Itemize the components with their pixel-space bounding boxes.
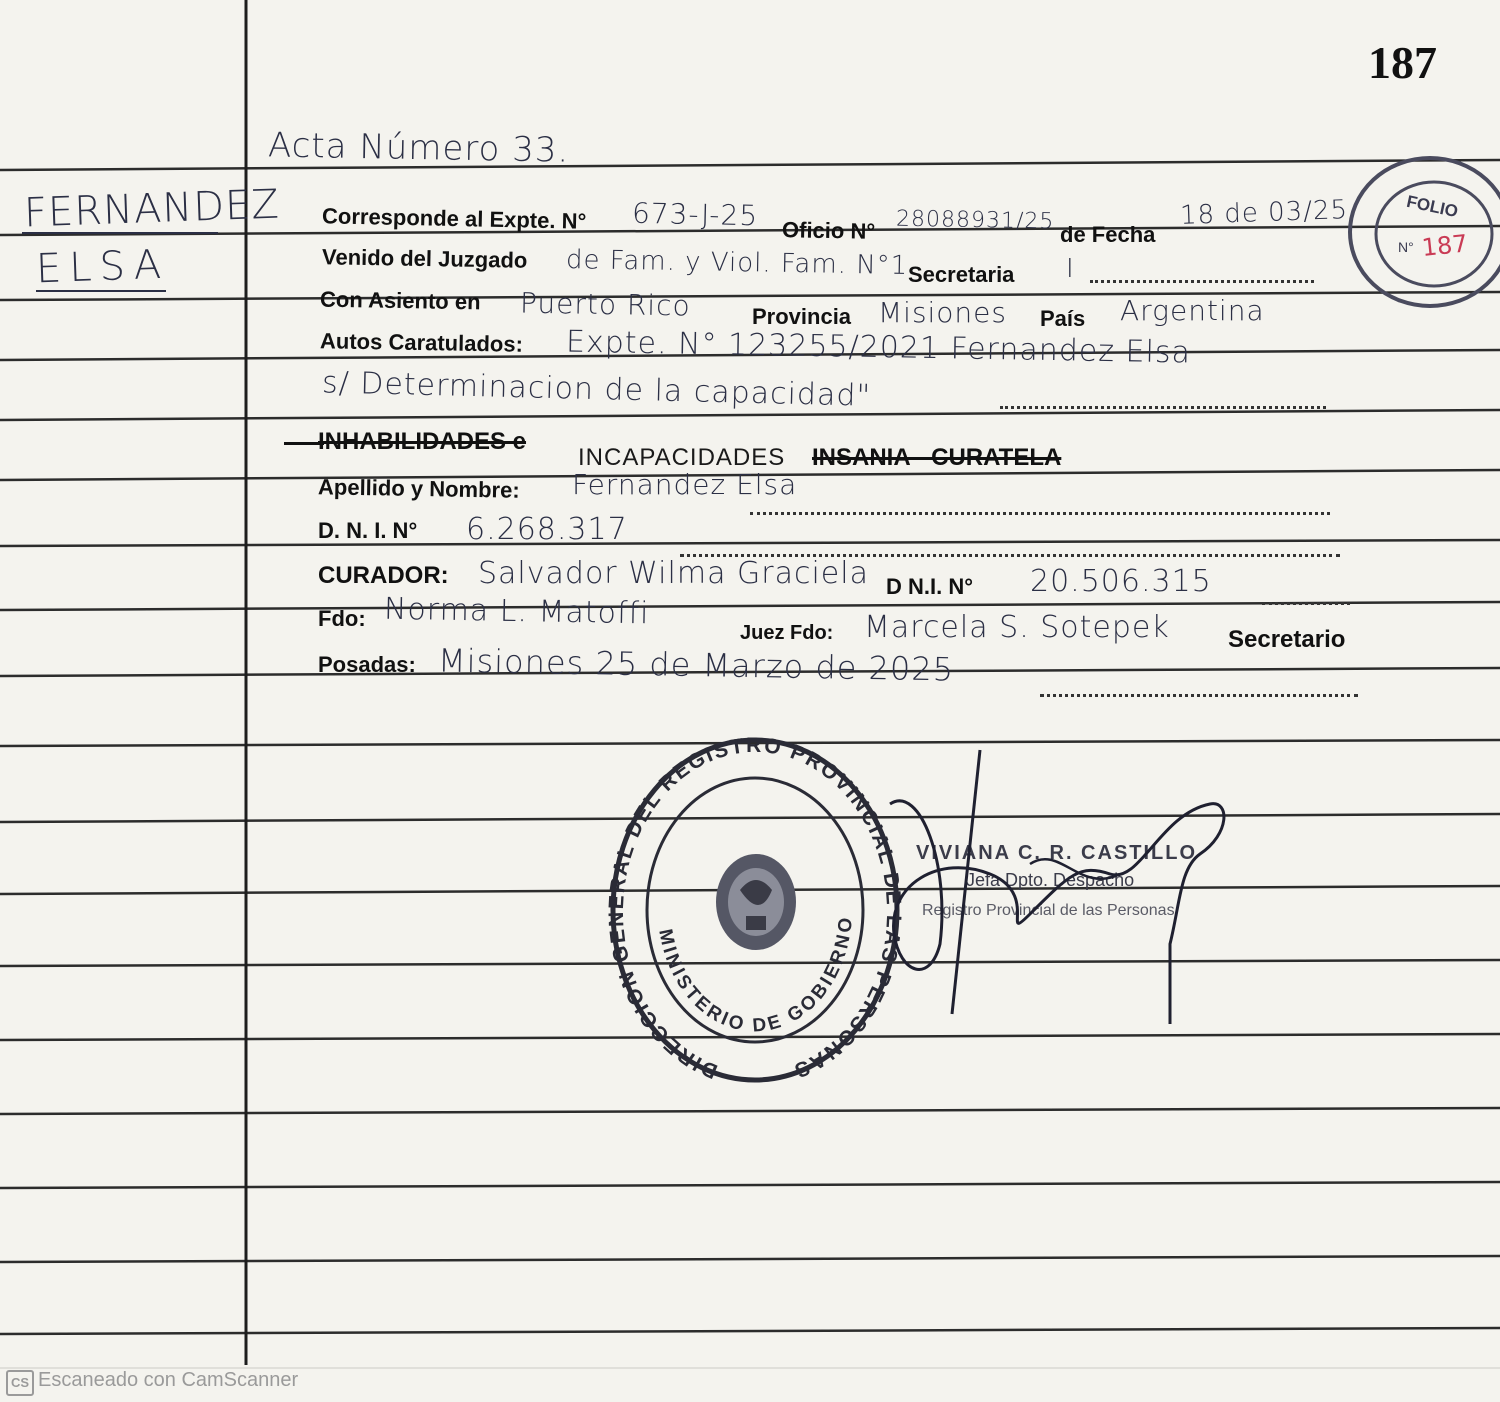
dni-value: 6.268.317: [466, 512, 628, 547]
dotted-fill: [680, 536, 1340, 557]
pais-label: País: [1040, 306, 1086, 331]
autos-label: Autos Caratulados:: [319, 328, 524, 357]
secretaria-label: Secretaria: [908, 262, 1015, 287]
folio-prefix: N°: [1398, 239, 1414, 255]
asiento-value: Puerto Rico: [519, 286, 691, 323]
fdo-value: Norma L. Matoffi: [383, 591, 650, 632]
acta-number: Acta Número 33.: [267, 125, 570, 171]
fecha-label: de Fecha: [1060, 222, 1156, 247]
seal-inner-text: MINISTERIO DE GOBIERNO: [654, 913, 858, 1037]
dotted-fill: [1090, 262, 1314, 283]
round-seal: [600, 720, 910, 1100]
curador-label: CURADOR:: [318, 562, 449, 589]
posadas-value: Misiones 25 de Marzo de 2025: [437, 641, 955, 689]
signatory-office: Registro Provincial de las Personas: [922, 902, 1175, 919]
fecha-value: 18 de 03/25: [1179, 195, 1349, 231]
oficio-value: 28088931/25: [895, 206, 1055, 235]
posadas-label: Posadas:: [318, 652, 416, 677]
inhabilidades-label: INHABILIDADES e: [318, 428, 527, 455]
provincia-label: Provincia: [752, 304, 852, 329]
autos-line-1: Expte. N° 123255/2021 Fernandez Elsa: [565, 324, 1192, 371]
fdo-label: Fdo:: [318, 606, 366, 631]
handwritten-signature: [880, 744, 1240, 1034]
juzgado-value: de Fam. y Viol. Fam. N°1: [565, 245, 909, 281]
curador-dni-label: D N.I. N°: [886, 574, 974, 599]
signatory-name: VIVIANA C. R. CASTILLO: [916, 842, 1198, 864]
apellido-value: Fernandez Elsa: [572, 468, 798, 501]
coat-of-arms-icon: [716, 854, 796, 950]
pais-value: Argentina: [1120, 294, 1265, 327]
secretaria-value: I: [1066, 254, 1075, 284]
margin-underline: [22, 232, 218, 234]
folio-label: FOLIO: [1404, 191, 1460, 222]
curador-value: Salvador Wilma Graciela: [478, 556, 869, 591]
autos-line-2: s/ Determinacion de la capacidad": [321, 365, 872, 414]
insania-label: INSANIA - CURATELA: [812, 444, 1062, 471]
asiento-label: Con Asiento en: [319, 286, 481, 315]
provincia-value: Misiones: [878, 296, 1007, 329]
venido-label: Venido del Juzgado: [321, 244, 528, 273]
dotted-fill: [1040, 676, 1358, 697]
margin-underline-2: [36, 290, 166, 292]
apellido-label: Apellido y Nombre:: [317, 474, 520, 503]
juez-label: Juez Fdo:: [740, 622, 834, 644]
expte-value: 673-J-25: [631, 196, 759, 233]
folio-value: 187: [1420, 229, 1469, 263]
dotted-fill: [750, 494, 1330, 515]
margin-first-name: ELSA: [35, 241, 170, 293]
page-number: 187: [1368, 37, 1437, 88]
secretario-label: Secretario: [1228, 626, 1346, 653]
scanner-footer: Escaneado con CamScanner: [38, 1369, 299, 1391]
oficio-label: Oficio N°: [781, 217, 876, 244]
dni-label: D. N. I. N°: [318, 518, 418, 543]
incapacidades-label: INCAPACIDADES: [578, 444, 786, 471]
dotted-fill: [1262, 584, 1350, 605]
folio-stamp: [1342, 148, 1500, 318]
juez-value: Marcela S. Sotepek: [864, 610, 1170, 645]
signatory-title: Jefa Dpto. Despacho: [966, 870, 1135, 890]
seal-outer-text: DIRECCION GENERAL DEL REGISTRO PROVINCIAL DE LAS PERSONAS: [604, 733, 906, 1083]
dotted-fill: [1000, 388, 1326, 409]
margin-surname: FERNANDEZ: [23, 181, 281, 237]
camscanner-logo-icon: CS: [6, 1370, 34, 1396]
corresponde-label: Corresponde al Expte. N°: [321, 203, 587, 234]
curador-dni-value: 20.506.315: [1030, 564, 1212, 599]
